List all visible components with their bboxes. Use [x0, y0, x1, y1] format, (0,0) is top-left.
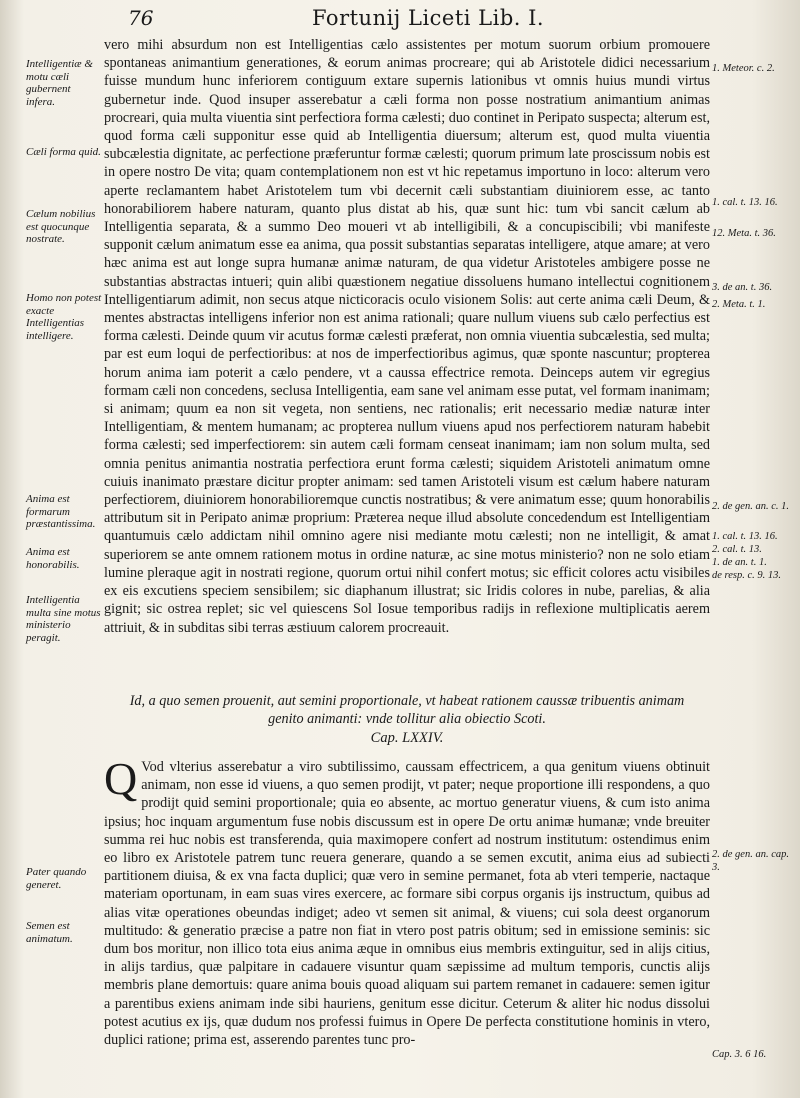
left-margin-note: Semen est animatum.: [26, 920, 73, 945]
body-paragraph: vero mihi absurdum non est Intelligentias cælo assistentes per motum suorum orbium promouere spontaneas animantium generationes, & eorum animas procreare; qui ab Aristotele didici necessarium fuisse mundum hunc inferiorem contiguum extare supernis lationibus vt omnis huius mundi virtus gubernetur inde. Quod insuper asserebatur a cæli forma non posse nostratium animantium animas procreari, quia multa viuentia sint perfectiora forma cælesti; duo continet in Peripato suspecta; alterum est, quod forma cæli supponitur esse quid ab Intelligentia diuersum; alterum est, quod multa viuentia subcælestia dignitate, ac perfectione præferuntur formæ cælesti; quorum primum late proscissum nobis est in opere nostro De vita; quam contemplationem non est vt hic repetamus importuno in loco: alterum vero aperte reclamantem habet Aristotelem tum vbi decernit cæli substantiam diuiniorem esse, ac tanto honorabiliorem habere naturam, quanto plus distat ab his, quæ sunt hic: tum vbi sancit cælum ab Intelligentia separata, & a summo Deo moueri vt ab intelligibili, & a concupiscibili; vbi manifeste supponit cælum animatum esse ea anima, qua possit substantias separatas intelligere, atque amare; at vero hæc anima est aut longe supra humanæ animæ naturam, de qua videtur Aristoteles ambigere posse ne substantias abstractas intueri; quin alibi quæstionem negatiue dissoluens humano intellectui cognitionem Intelligentiarum adimit, non secus atque nicticoracis oculo visionem Solis: aut certe anima cæli Deum, & mentes abstractas intelligens inferior non est anima rationali; quare nullum viuens sub cælo perfectius est forma cælesti. Deinde quum vir acutus formæ cælesti præferat, non omnia viuentia subcælestia, sed multa; par est eum loqui de perfectioribus: at nos de imperfectioribus agimus, quæ sponte nascuntur; propterea horum anima iam poterit a cælo pendere, vt a caussa effectrice remota. Deinceps autem vir egregius formam cæli non concedens, seclusa Intelligentia, eam sane vel animam esse putat, vel formam inanimam; si animam; quum ea non sit vegeta, non sentiens, nec rationalis; erit necessario mediæ naturæ inter Intelligentiam, & mentem humanam; ac propterea nullum viuens apud nos perfectiorem naturam habebit forma cælesti; sed imperfectiorem: sin autem cæli formam censeat inanimam; iam non solum multa, sed omnia penitus animantia nostratia perfectiora erunt forma cælesti; siquidem Aristoteli animatum omne cuiuis inanimato præstare dicitur propter animam: sed tamen Aristoteli visum est cælum habere naturam perfectiorem, diuiniorem honorabilioremque cunctis nostratibus; & vere animatum esse; quum honorabilis attributum sit in Peripato animæ proprium: Præterea neque illud absolute concedendum est Intelligentiam quantumuis cælo addictam nihil omnino agere nisi mediante motu cælesti; non ne intelligit, & amat superiorem se ante omnem rationem motus in ordine naturæ, ac sine motus ministerio? non ne solo etiam lumine pleraque agit in nostrati regione, quorum ortui nihil confert motus; sic efficit colores actu visibiles ex eis excutiens speciem sensibilem; sic diaphanum illustrat; sic Iridis colores in nube, parelias, & alia gignit; sic ostrea replet; sic vel quiescens Sol Iosue temporibus radijs in reflexione multiplicatis aerem attriuit, & in subditas sibi terras æstiuum calorem procreauit.: [104, 37, 710, 636]
left-margin-note: Intelligentia multa sine motus ministerio peragit.: [26, 594, 101, 644]
left-margin-note: Homo non potest exacte Intelligentias intelligere.: [26, 292, 102, 342]
chapter-summary: Id, a quo semen prouenit, aut semini proportionale, vt habeat rationem caussæ tribuentis animam genito animanti: vnde tollitur alia obiectio Scoti.: [129, 693, 685, 727]
right-margin-note: 2. de gen. an. c. 1.: [712, 501, 789, 512]
chapter-number: Cap. LXXIV.: [370, 730, 444, 746]
main-text-block: [104, 36, 710, 637]
right-margin-note: 1. de an. t. 1.: [712, 557, 767, 568]
right-margin-note: Cap. 3. 6 16.: [712, 1049, 767, 1060]
left-margin-note: Anima est honorabilis.: [26, 546, 80, 571]
page-number: 76: [128, 6, 154, 30]
right-margin-note: 12. Meta. t. 36.: [712, 228, 776, 239]
right-margin-note: 3. de an. t. 36.: [712, 282, 773, 293]
right-margin-note: 1. Meteor. c. 2.: [712, 63, 775, 74]
right-margin-note: 1. cal. t. 13. 16.: [712, 531, 778, 542]
page-header: [100, 6, 720, 32]
right-margin-note: de resp. c. 9. 13.: [712, 570, 782, 581]
chapter-text-block: [104, 753, 710, 1049]
left-margin-note: Pater quando generet.: [26, 866, 87, 891]
left-margin-note: Cæli forma quid.: [26, 146, 101, 158]
left-margin-note: Anima est formarum præstantissima.: [26, 493, 96, 530]
left-margin-note: Cælum nobilius est quocunque nostrate.: [26, 208, 96, 245]
right-margin-note: 2. de gen. an. cap. 3.: [712, 849, 789, 873]
running-head: Fortunij Liceti Lib. I.: [312, 6, 545, 30]
chapter-paragraph: Vod vlterius asserebatur a viro subtilissimo, caussam effectricem, a qua genitum viuens obtinuit animam, non esse id viuens, a quo semen prodijt, vt pater; neque proportione illi respondens, a quo prodijt quid semini proportionale; quia eo absente, ac mortuo generatur viuens, & cum isto anima ipsius; hoc inquam argumentum fuse nobis discussum est in opere De ortu animæ humanæ; vnde breuiter summa rei huc nobis est transferenda, quia maximopere confert ad nostrum institutum: ostendimus enim eo libro ex Aristotele patrem tunc reuera generare, quando a se semen excutit, anima eius ad subiecti partitionem diuisa, & ex vna facta duplici; quæ vero in semine permanet, fota ab vteri temperie, nactaque materiam oportunam, in eam suas vires exercere, ac formare sibi corpus organis ijs instructum, quibus ad alias vitæ operationes obeundas indiget; adeo vt semen sit animal, & viuens; cui sola deest organorum multitudo: & generatio præcise a patre non fiat in vtero post patris obitum; sed in emissione seminis: sic dum bos moritur, non illico tota eius anima æque in omnibus eius membris extinguitur, sed in alijs citius, in alijs tardius, quæ palpitare in cadauere visuntur quam sæpissime ad multum temporis, cunctis alijs membris plane demortuis: quare anima bouis quoad aliquam sui partem remanet in cadauere: semen igitur a parentibus exiens animam inde sibi hauriens, genitum esse dicitur. Ceterum & aliter hic nodus dissolui potest acutius ex ijs, quæ dudum nos professi fuimus in Opere De perfecta constitutione hominis in vtero, duplici ratione; prima est, asserendo parentes tunc pro-: [104, 759, 710, 1049]
right-margin-note: 1. cal. t. 13. 16.: [712, 197, 778, 208]
drop-cap: Q: [104, 753, 138, 804]
right-margin-note: 2. cal. t. 13.: [712, 544, 762, 555]
left-margin-note: Intelligentiæ & motu cæli gubernent infera.: [26, 58, 93, 108]
chapter-heading: [104, 692, 710, 748]
right-margin-note: 2. Meta. t. 1.: [712, 299, 766, 310]
